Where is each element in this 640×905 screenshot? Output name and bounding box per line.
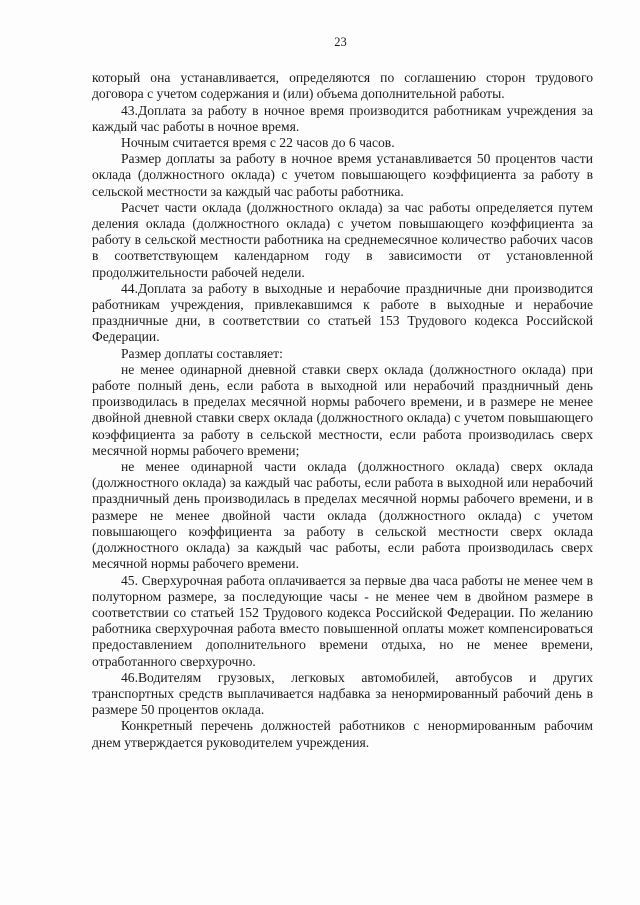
- document-body: [92, 70, 593, 751]
- paragraph-continuation: который она устанавливается, определяются по соглашению сторон трудового договора с учетом содержания и (или) объема дополнительной работы.: [92, 70, 593, 102]
- paragraph-clause-45: 45. Сверхурочная работа оплачивается за первые два часа работы не менее чем в полуторном размере, за последующие часы - не менее чем в двойном размере в соответствии со статьей 152 Трудового кодекса Российской Федерации. По желанию работника сверхурочная работа вместо повышенной оплаты может компенсироваться предоставлением дополнительного времени отдыха, но не менее времени, отработанного сверхурочно.: [92, 572, 593, 669]
- paragraph-hourly-calc: Расчет части оклада (должностного оклада) за час работы определяется путем деления оклада (должностного оклада) с учетом повышающего коэффициента за работу в сельской местности работника на среднемесячное количество рабочих часов в соответствующем календарном году в зависимости от установленной продолжительности рабочей недели.: [92, 199, 593, 280]
- paragraph-clause-43: 43.Доплата за работу в ночное время производится работникам учреждения за каждый час работы в ночное время.: [92, 102, 593, 134]
- paragraph-rate-intro: Размер доплаты составляет:: [121, 345, 283, 361]
- paragraph-clause-46: 46.Водителям грузовых, легковых автомобилей, автобусов и других транспортных средств выплачивается надбавка за ненормированный рабочий день в размере 50 процентов оклада.: [92, 669, 593, 718]
- paragraph-full-day-rate: не менее одинарной дневной ставки сверх оклада (должностного оклада) при работе полный день, если работа в выходной или нерабочий праздничный день производилась в пределах месячной нормы рабочего времени, и в размере не менее двойной дневной ставки сверх оклада (должностного оклада) с учетом повышающего коэффициента за работу в сельской местности, если работа производилась сверх месячной нормы рабочего времени;: [92, 361, 593, 458]
- paragraph-night-rate: Размер доплаты за работу в ночное время устанавливается 50 процентов части оклада (должностного оклада) с учетом повышающего коэффициента за работу в сельской местности за каждый час работы работника.: [92, 151, 593, 199]
- paragraph-clause-44: 44.Доплата за работу в выходные и нерабочие праздничные дни производится работникам учреждения, привлекавшимся к работе в выходные и нерабочие праздничные дни, в соответствии со статьей 153 Трудового кодекса Российской Федерации.: [92, 280, 593, 345]
- paragraph-hourly-rate: не менее одинарной части оклада (должностного оклада) сверх оклада (должностного оклада) за каждый час работы, если работа в выходной или нерабочий праздничный день производилась в пределах месячной нормы рабочего времени, и в размере не менее двойной части оклада (должностного оклада) с учетом повышающего коэффициента за работу в сельской местности сверх оклада (должностного оклада) за каждый час работы, если работа производилась сверх месячной нормы рабочего времени.: [92, 459, 593, 572]
- page-number: 23: [334, 35, 347, 49]
- paragraph-positions-list: Конкретный перечень должностей работников с ненормированным рабочим днем утверждается руководителем учреждения.: [92, 718, 593, 750]
- paragraph-night-hours: Ночным считается время с 22 часов до 6 часов.: [121, 135, 395, 151]
